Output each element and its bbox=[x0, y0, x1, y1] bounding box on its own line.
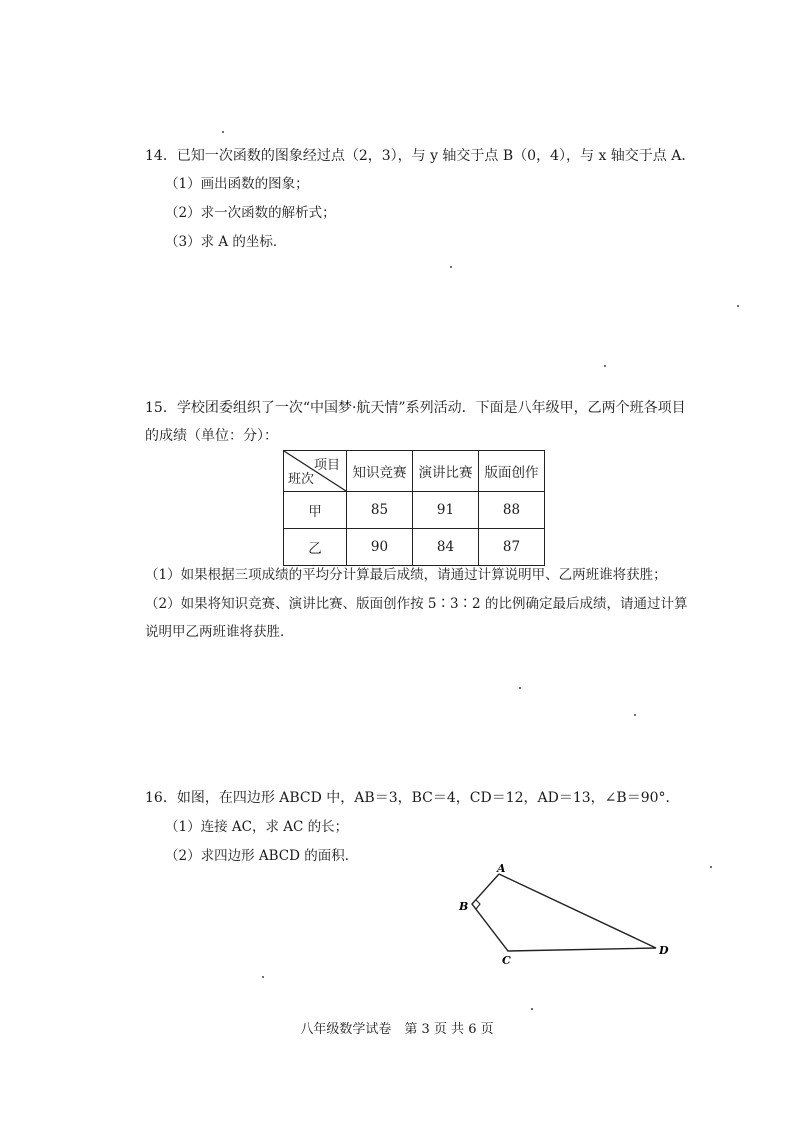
q15-stem-line2: 的成绩（单位：分）： bbox=[145, 428, 278, 444]
table-cell: 87 bbox=[479, 529, 545, 566]
scan-speck bbox=[634, 714, 636, 716]
q14-part-3: （3）求 A 的坐标． bbox=[165, 234, 287, 250]
row-header: 乙 bbox=[284, 529, 347, 566]
table-cell: 91 bbox=[413, 492, 479, 529]
column-header: 版面创作 bbox=[479, 451, 545, 492]
score-table bbox=[283, 450, 545, 566]
scan-speck bbox=[604, 365, 606, 367]
table-row bbox=[284, 529, 545, 566]
vertex-label-d: D bbox=[659, 944, 669, 957]
scan-speck bbox=[262, 976, 264, 978]
vertex-label-c: C bbox=[502, 954, 511, 967]
q14-part-1: （1）画出函数的图象； bbox=[165, 176, 309, 192]
scan-speck bbox=[737, 305, 739, 307]
scan-speck bbox=[531, 1008, 533, 1010]
column-header: 知识竞赛 bbox=[347, 451, 413, 492]
vertex-label-b: B bbox=[459, 900, 469, 913]
table-cell: 88 bbox=[479, 492, 545, 529]
q15-part-2-line2: 说明甲乙两班谁将获胜． bbox=[145, 624, 294, 640]
table-row bbox=[284, 492, 545, 529]
right-angle-mark bbox=[476, 900, 480, 909]
row-header: 甲 bbox=[284, 492, 347, 529]
vertex-label-a: A bbox=[497, 862, 506, 875]
table-cell: 90 bbox=[347, 529, 413, 566]
corner-label-class: 班次 bbox=[288, 472, 315, 487]
column-header: 演讲比赛 bbox=[413, 451, 479, 492]
q16-part-2: （2）求四边形 ABCD 的面积． bbox=[165, 848, 359, 864]
q14-stem: 14．已知一次函数的图象经过点（2，3），与 y 轴交于点 B（0，4），与 x 轴交于点 A． bbox=[145, 148, 696, 164]
scan-speck bbox=[222, 131, 224, 133]
corner-label-project: 项目 bbox=[313, 458, 340, 473]
scan-speck bbox=[710, 866, 712, 868]
table-corner-cell bbox=[284, 451, 347, 492]
table-cell: 84 bbox=[413, 529, 479, 566]
table-cell: 85 bbox=[347, 492, 413, 529]
q15-part-1: （1）如果根据三项成绩的平均分计算最后成绩，请通过计算说明甲、乙两班谁将获胜； bbox=[145, 567, 667, 583]
q16-stem: 16．如图，在四边形 ABCD 中，AB＝3，BC＝4，CD＝12，AD＝13，∠B＝90°． bbox=[145, 790, 680, 806]
quadrilateral-figure bbox=[440, 860, 680, 970]
scan-speck bbox=[519, 687, 521, 689]
q15-part-2-line1: （2）如果将知识竞赛、演讲比赛、版面创作按 5∶3∶2 的比例确定最后成绩，请通过计算 bbox=[145, 596, 688, 612]
q14-part-2: （2）求一次函数的解析式； bbox=[165, 205, 336, 221]
q16-part-1: （1）连接 AC，求 AC 的长； bbox=[165, 819, 349, 835]
q15-stem-line1: 15．学校团委组织了一次“中国梦·航天情”系列活动．下面是八年级甲，乙两个班各项目 bbox=[145, 400, 686, 416]
scan-speck bbox=[450, 266, 452, 268]
page-footer: 八年级数学试卷 第 3 页 共 6 页 bbox=[300, 1022, 494, 1037]
quadrilateral-outline bbox=[472, 874, 656, 951]
